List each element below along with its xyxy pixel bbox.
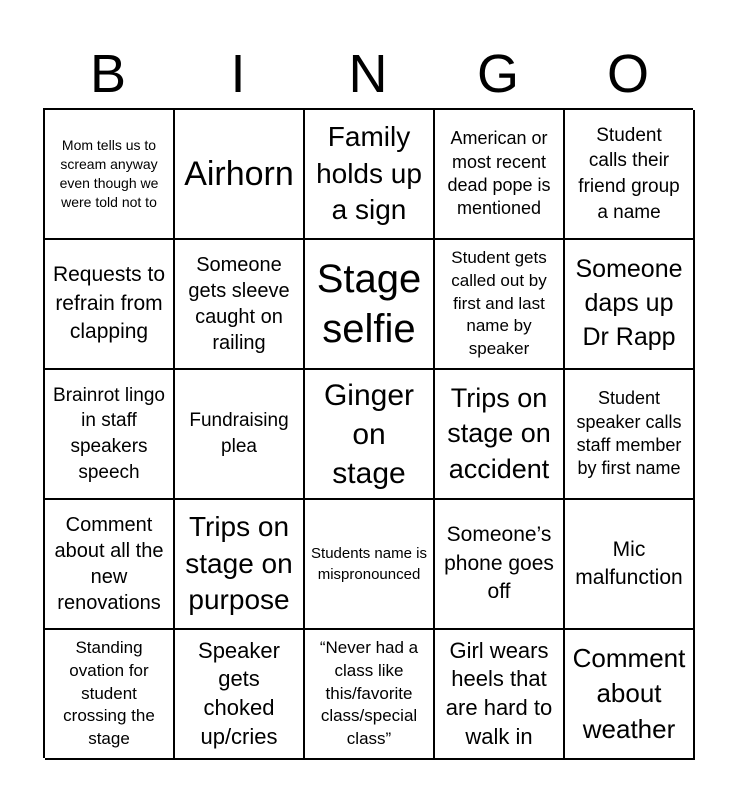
bingo-cell[interactable]: Trips on stage on accident bbox=[435, 370, 565, 500]
bingo-cell[interactable]: Comment about weather bbox=[565, 630, 695, 760]
bingo-cell[interactable]: Someone daps up Dr Rapp bbox=[565, 240, 695, 370]
bingo-cell[interactable]: Fundraising plea bbox=[175, 370, 305, 500]
header-letter-g: G bbox=[476, 44, 519, 104]
header-letter-o: O bbox=[606, 44, 649, 104]
bingo-cell[interactable]: Someone gets sleeve caught on railing bbox=[175, 240, 305, 370]
bingo-cell[interactable]: Students name is mispronounced bbox=[305, 500, 435, 630]
bingo-cell[interactable]: Student calls their friend group a name bbox=[565, 110, 695, 240]
bingo-cell[interactable]: Speaker gets choked up/cries bbox=[175, 630, 305, 760]
bingo-cell[interactable]: Comment about all the new renovations bbox=[45, 500, 175, 630]
bingo-header bbox=[43, 40, 693, 108]
bingo-cell[interactable]: Student speaker calls staff member by first name bbox=[565, 370, 695, 500]
bingo-cell[interactable]: Student gets called out by first and last name by speaker bbox=[435, 240, 565, 370]
bingo-cell[interactable]: Family holds up a sign bbox=[305, 110, 435, 240]
bingo-cell[interactable]: Requests to refrain from clapping bbox=[45, 240, 175, 370]
bingo-cell[interactable]: Mic malfunction bbox=[565, 500, 695, 630]
header-letter-n: N bbox=[348, 44, 388, 104]
bingo-cell[interactable]: Brainrot lingo in staff speakers speech bbox=[45, 370, 175, 500]
bingo-cell[interactable]: Trips on stage on purpose bbox=[175, 500, 305, 630]
header-letter-i: I bbox=[230, 44, 246, 104]
bingo-cell[interactable]: Ginger on stage bbox=[305, 370, 435, 500]
bingo-cell[interactable]: “Never had a class like this/favorite class/special class” bbox=[305, 630, 435, 760]
bingo-board bbox=[43, 108, 693, 758]
bingo-cell[interactable]: Girl wears heels that are hard to walk in bbox=[435, 630, 565, 760]
bingo-cell[interactable]: Someone’s phone goes off bbox=[435, 500, 565, 630]
header-letter-b: B bbox=[89, 44, 127, 104]
bingo-cell[interactable]: American or most recent dead pope is mentioned bbox=[435, 110, 565, 240]
bingo-cell[interactable]: Standing ovation for student crossing the stage bbox=[45, 630, 175, 760]
bingo-cell[interactable]: Mom tells us to scream anyway even though we were told not to bbox=[45, 110, 175, 240]
bingo-cell[interactable]: Airhorn bbox=[175, 110, 305, 240]
bingo-cell[interactable]: Stage selfie bbox=[305, 240, 435, 370]
